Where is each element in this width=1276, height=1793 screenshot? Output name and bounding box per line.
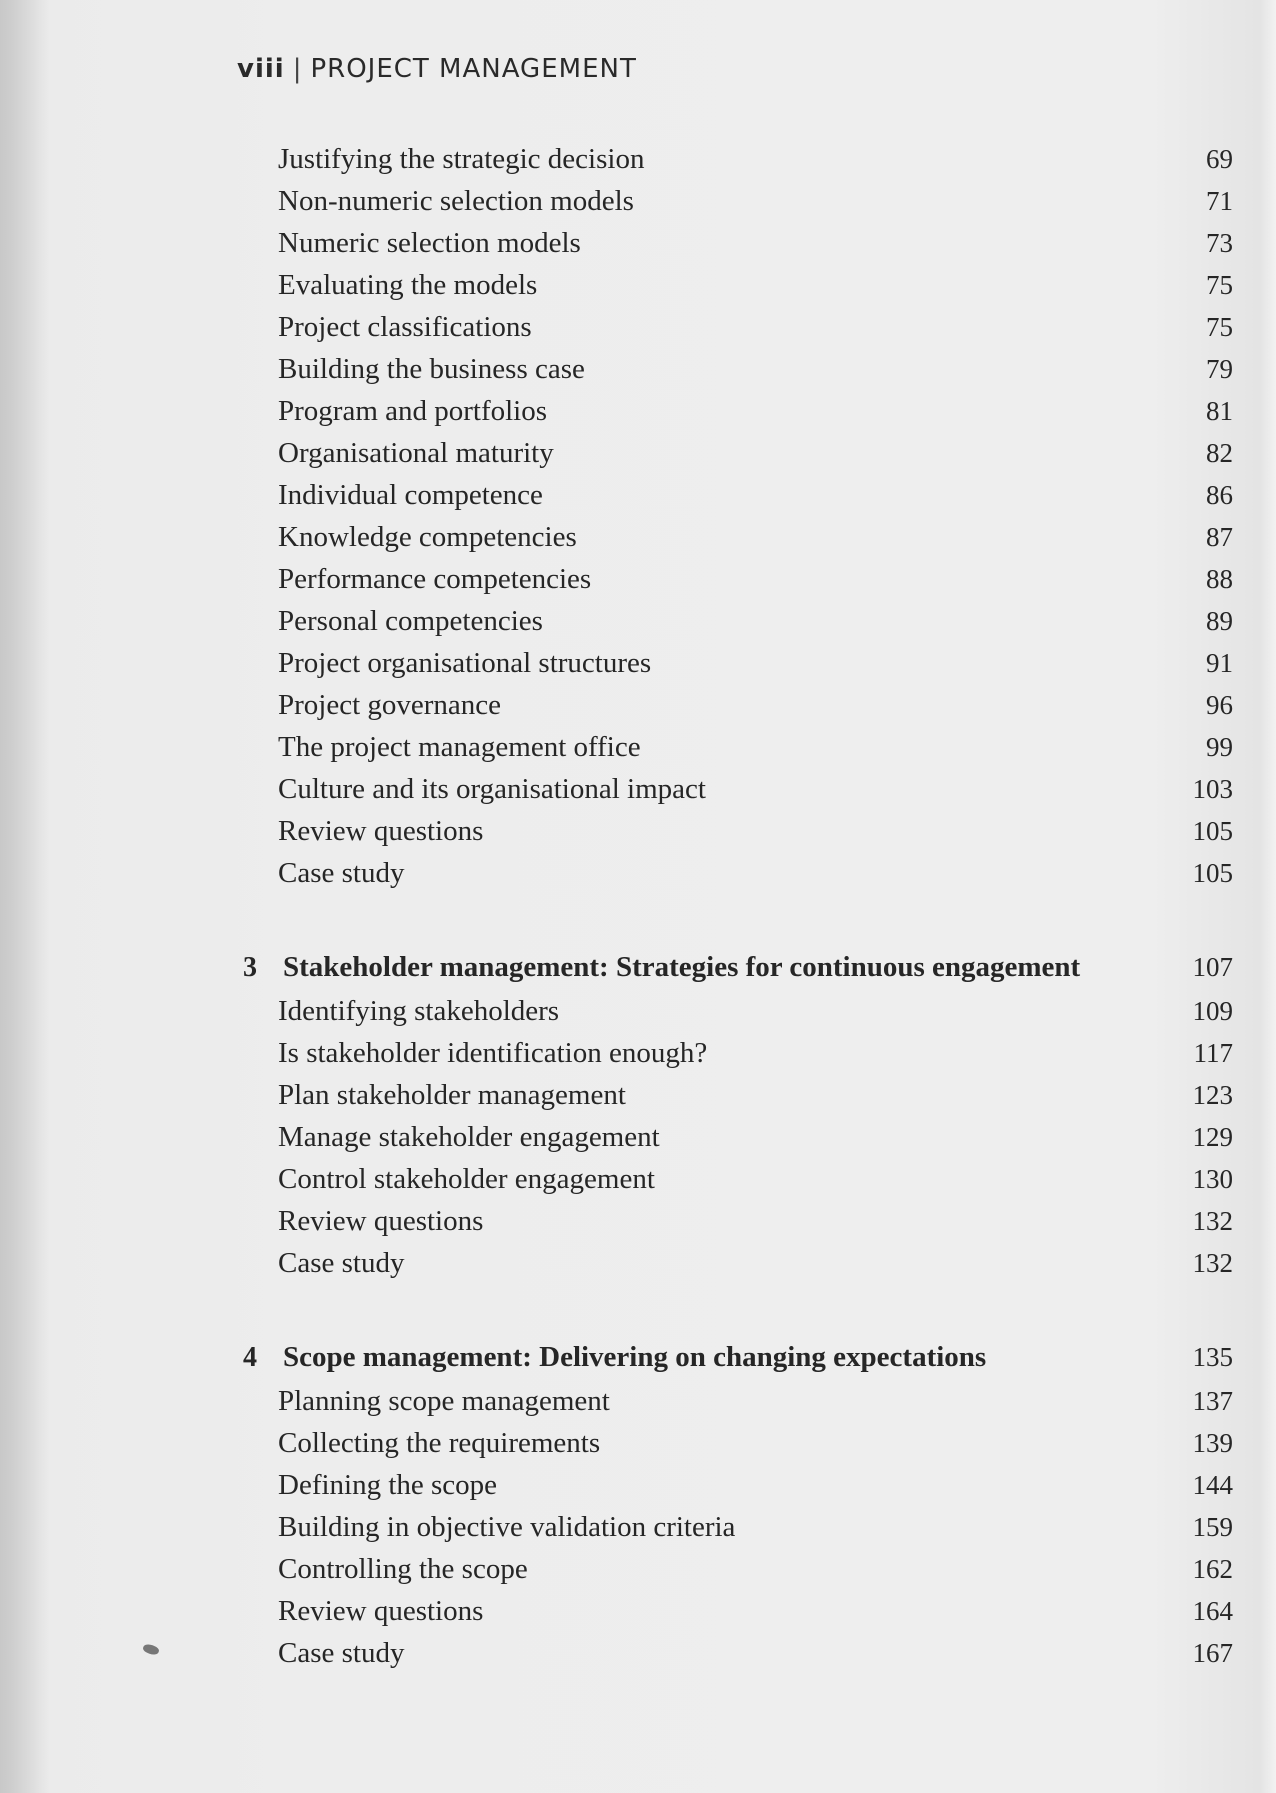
toc-entry-title: Building in objective validation criteria — [278, 1511, 736, 1543]
toc-entry-page: 79 — [1206, 354, 1233, 384]
toc-entry — [238, 815, 1233, 857]
toc-entry — [238, 1205, 1233, 1247]
toc-entry — [238, 1079, 1233, 1121]
toc-entry-title: Knowledge competencies — [278, 521, 577, 553]
toc-entry-title: Building the business case — [278, 353, 585, 385]
toc-entry — [238, 521, 1233, 563]
toc-entry-title: The project management office — [278, 731, 641, 763]
toc-entry — [238, 1037, 1233, 1079]
toc-entry-title: Project organisational structures — [278, 647, 652, 679]
toc-entry-page: 105 — [1192, 858, 1233, 888]
toc-entry — [238, 563, 1233, 605]
toc-entry-page: 75 — [1206, 312, 1233, 342]
toc-entry-title: Case study — [278, 857, 405, 889]
toc-entry-page: 96 — [1206, 690, 1233, 720]
toc-entry-title: Culture and its organisational impact — [278, 773, 706, 805]
toc-entry-page: 109 — [1192, 996, 1233, 1026]
chapter-number: 3 — [243, 952, 257, 983]
toc-entry-page: 88 — [1206, 564, 1233, 594]
toc-entry-title: Review questions — [278, 815, 484, 847]
toc-entry-page: 162 — [1192, 1554, 1233, 1584]
toc-entry-title: Organisational maturity — [278, 437, 554, 469]
toc-entry — [238, 857, 1233, 899]
toc-entry-page: 164 — [1192, 1596, 1233, 1626]
toc-entry — [238, 1469, 1233, 1511]
toc-entry-page: 73 — [1206, 228, 1233, 258]
toc-entry — [238, 395, 1233, 437]
toc-entry-page: 86 — [1206, 480, 1233, 510]
toc-entry-page: 81 — [1206, 396, 1233, 426]
toc-entry-title: Planning scope management — [278, 1385, 610, 1417]
toc-entry-title: Evaluating the models — [278, 269, 538, 301]
toc-entry-title: Review questions — [278, 1595, 484, 1627]
chapter-title: Scope management: Delivering on changing expectations — [283, 1341, 987, 1373]
table-of-contents — [238, 143, 1233, 1679]
toc-entry-page: 82 — [1206, 438, 1233, 468]
chapter-title: Stakeholder management: Strategies for continuous engagement — [283, 951, 1081, 983]
toc-entry — [238, 1247, 1233, 1289]
toc-entry-title: Plan stakeholder management — [278, 1079, 626, 1111]
page-folio: viii — [237, 54, 285, 84]
toc-entry — [238, 1637, 1233, 1679]
running-head — [237, 54, 637, 84]
toc-entry-page: 159 — [1192, 1512, 1233, 1542]
toc-entry — [238, 269, 1233, 311]
toc-entry-title: Manage stakeholder engagement — [278, 1121, 660, 1153]
toc-entry-title: Identifying stakeholders — [278, 995, 560, 1027]
toc-entry-page: 167 — [1192, 1638, 1233, 1668]
toc-entry — [238, 227, 1233, 269]
toc-entry-page: 129 — [1192, 1122, 1233, 1152]
toc-entry — [238, 605, 1233, 647]
toc-entry — [238, 311, 1233, 353]
chapter-gap — [238, 899, 1233, 951]
toc-entry-title: Defining the scope — [278, 1469, 498, 1501]
chapter-gap — [238, 1289, 1233, 1341]
toc-entry — [238, 1121, 1233, 1163]
toc-entry-page: 105 — [1192, 816, 1233, 846]
toc-entry-page: 132 — [1192, 1206, 1233, 1236]
toc-entry-page: 139 — [1192, 1428, 1233, 1458]
toc-entry — [238, 647, 1233, 689]
toc-entry-title: Review questions — [278, 1205, 484, 1237]
toc-entry-page: 144 — [1192, 1470, 1233, 1500]
chapter-page: 135 — [1192, 1342, 1233, 1372]
chapter-number: 4 — [243, 1342, 257, 1373]
chapter-heading — [238, 951, 1233, 995]
toc-entry — [238, 1385, 1233, 1427]
toc-entry-page: 117 — [1193, 1038, 1233, 1068]
toc-entry — [238, 731, 1233, 773]
toc-entry-title: Case study — [278, 1247, 405, 1279]
toc-entry-title: Numeric selection models — [278, 227, 581, 259]
toc-entry — [238, 479, 1233, 521]
toc-entry-page: 91 — [1206, 648, 1233, 678]
toc-entry — [238, 143, 1233, 185]
toc-entry-title: Personal competencies — [278, 605, 543, 637]
running-head-separator: | — [292, 54, 303, 84]
toc-entry-title: Individual competence — [278, 479, 543, 511]
toc-entry-page: 75 — [1206, 270, 1233, 300]
toc-entry-title: Control stakeholder engagement — [278, 1163, 655, 1195]
toc-entry-page: 132 — [1192, 1248, 1233, 1278]
toc-entry — [238, 773, 1233, 815]
spine-shadow — [0, 0, 50, 1793]
toc-entry — [238, 995, 1233, 1037]
toc-entry-page: 130 — [1192, 1164, 1233, 1194]
toc-entry-title: Performance competencies — [278, 563, 592, 595]
toc-entry-page: 123 — [1192, 1080, 1233, 1110]
toc-entry-page: 89 — [1206, 606, 1233, 636]
toc-entry-title: Case study — [278, 1637, 405, 1669]
toc-entry — [238, 1553, 1233, 1595]
toc-entry — [238, 1511, 1233, 1553]
toc-entry-title: Justifying the strategic decision — [278, 143, 645, 175]
toc-entry — [238, 353, 1233, 395]
toc-entry — [238, 1595, 1233, 1637]
toc-entry-title: Program and portfolios — [278, 395, 548, 427]
toc-entry-page: 87 — [1206, 522, 1233, 552]
toc-entry-page: 103 — [1192, 774, 1233, 804]
chapter-heading — [238, 1341, 1233, 1385]
toc-entry-title: Collecting the requirements — [278, 1427, 601, 1459]
toc-entry — [238, 185, 1233, 227]
toc-entry — [238, 689, 1233, 731]
toc-entry-title: Project governance — [278, 689, 502, 721]
toc-entry-title: Controlling the scope — [278, 1553, 528, 1585]
toc-entry-title: Non-numeric selection models — [278, 185, 634, 217]
toc-entry-title: Project classifications — [278, 311, 532, 343]
toc-entry — [238, 1163, 1233, 1205]
toc-entry-page: 99 — [1206, 732, 1233, 762]
toc-entry-title: Is stakeholder identification enough? — [278, 1037, 708, 1069]
book-title: PROJECT MANAGEMENT — [310, 54, 637, 84]
toc-entry — [238, 1427, 1233, 1469]
chapter-page: 107 — [1192, 952, 1233, 982]
toc-entry-page: 71 — [1206, 186, 1233, 216]
toc-entry — [238, 437, 1233, 479]
toc-entry-page: 137 — [1192, 1386, 1233, 1416]
toc-entry-page: 69 — [1206, 144, 1233, 174]
ink-smudge — [142, 1643, 160, 1657]
